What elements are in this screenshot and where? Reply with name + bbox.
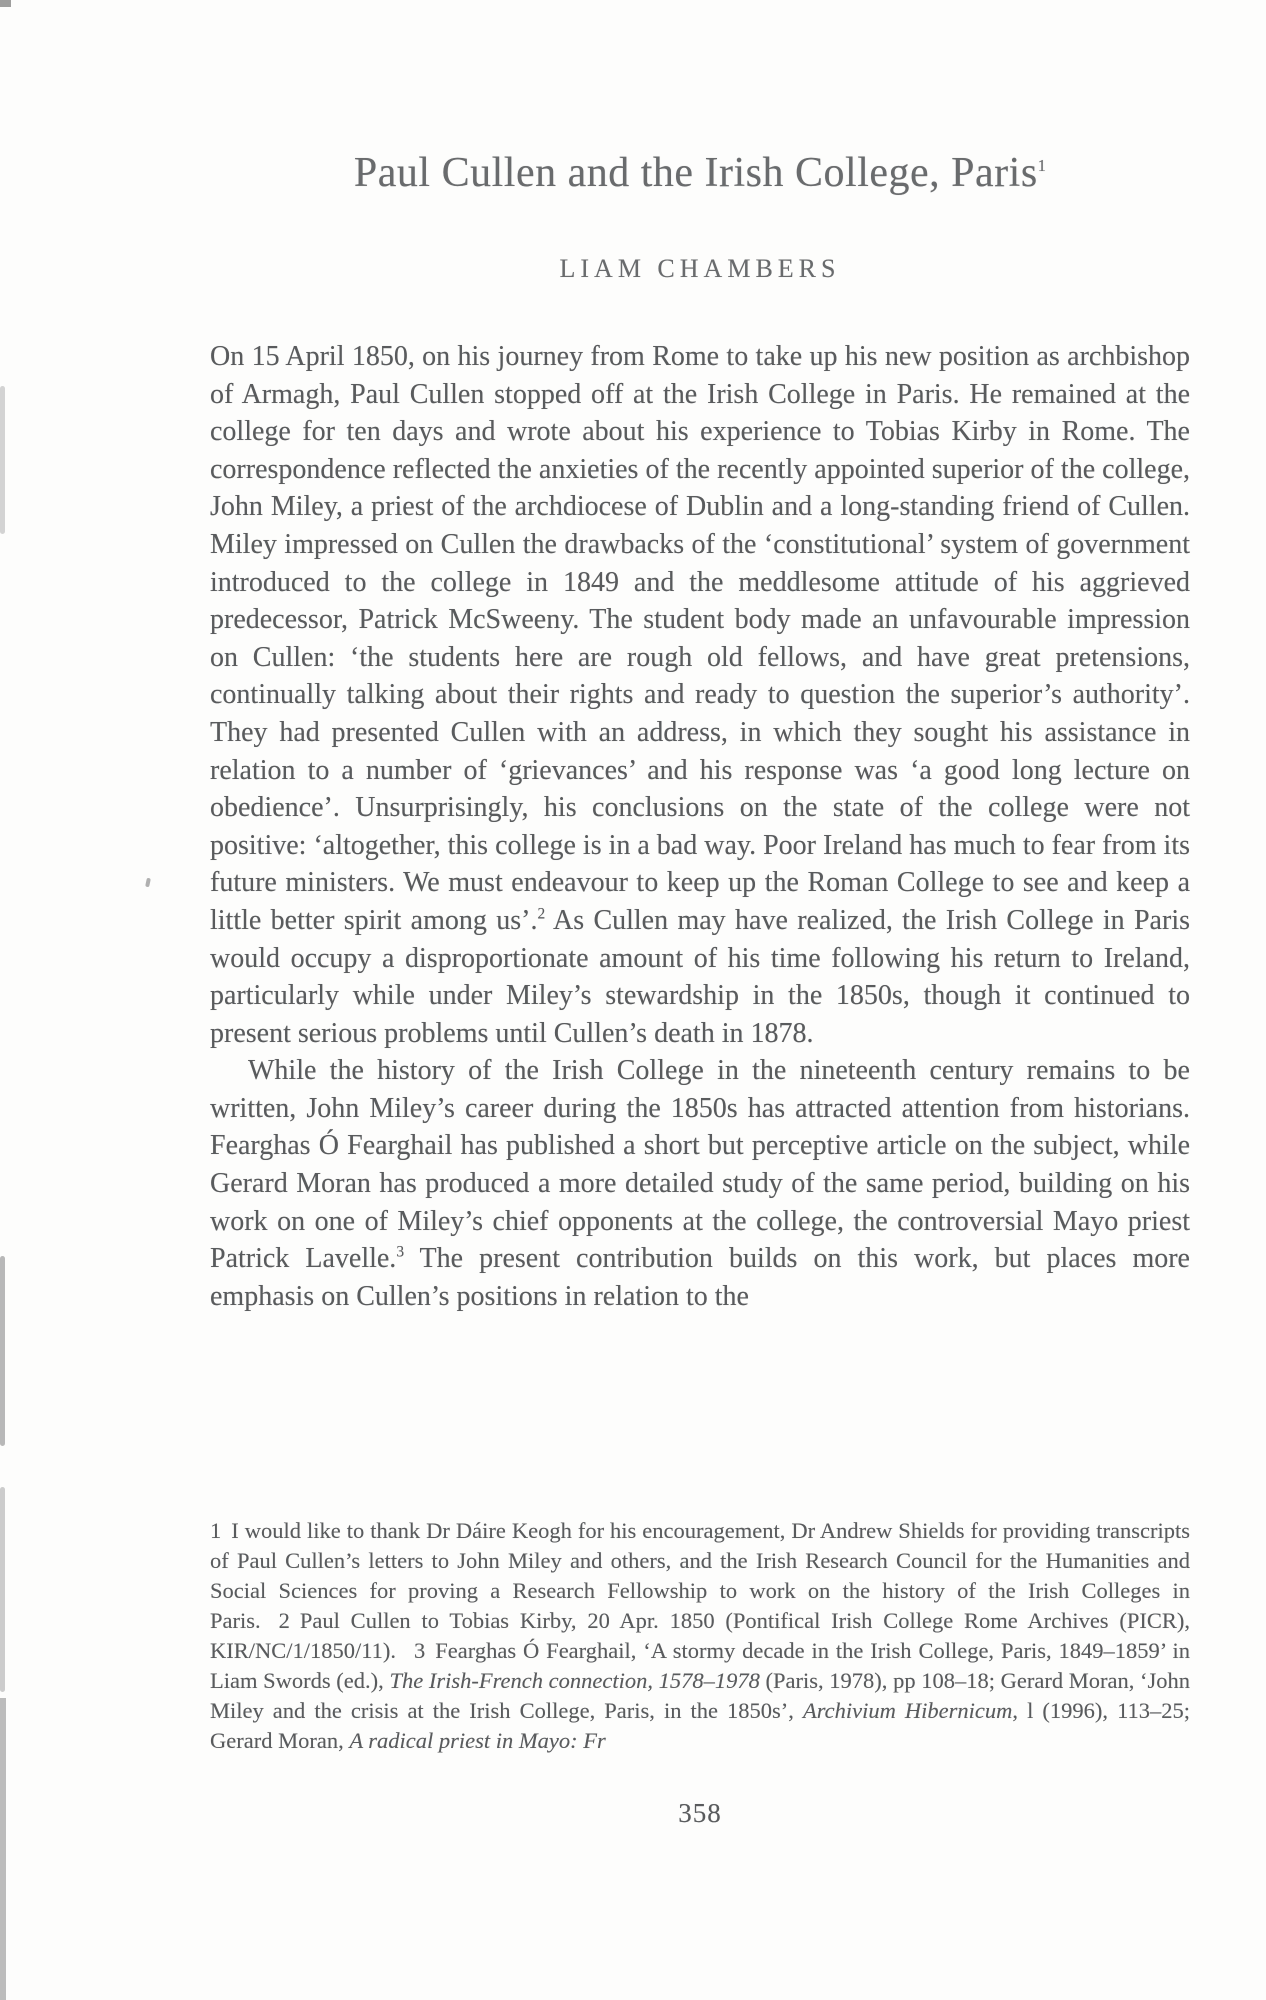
footnote-2-number: 2 — [278, 1608, 290, 1633]
footnote-3-text: Fearghas Ó Fearghail, ‘A stormy decade in the Irish College, Paris, 1849–1859’ in Liam Swords (ed.), — [210, 1638, 1190, 1693]
scan-artifact-left-edge — [0, 1487, 5, 1692]
scan-artifact-speck — [145, 878, 151, 888]
footnote-1-text: I would like to thank Dr Dáire Keogh for his encouragement, Dr Andrew Shields for providing transcripts of Paul Cullen’s letters to John Miley and others, and the Irish Research Council for the Humanities and Social Sciences for proving a Research Fellowship to work on the history of the Irish Colleges in Paris. — [210, 1518, 1190, 1633]
title-footnote-marker: 1 — [1037, 156, 1047, 175]
paragraph-1 — [210, 338, 1190, 1052]
footnote-1-number: 1 — [210, 1518, 222, 1543]
paragraph-2-text: While the history of the Irish College in the nineteenth century remains to be written, John Miley’s career during the 1850s has attracted attention from historians. Fearghas Ó Fearghail has published a short but perceptive article on the subject, while Gerard Moran has produced a more detailed study of the same period, building on his work on one of Miley’s chief opponents at the college, the controversial Mayo priest Patrick Lavelle. — [210, 1055, 1190, 1275]
footnote-3-book-title: The Irish-French connection, 1578–1978 — [389, 1668, 760, 1693]
footnote-3-text-cont2: , l (1996), 113–25; Gerard Moran, — [210, 1698, 1191, 1753]
paragraph-1-text-cont: As Cullen may have realized, the Irish College in Paris would occupy a disproportionate amount of his time following his return to Ireland, particularly while under Miley’s stewardship in the 1850s, though it continued to present serious problems until Cullen’s death in 1878. — [210, 904, 1190, 1049]
footnote-ref-3: 3 — [396, 1243, 405, 1261]
footnote-3-journal-title: Archivium Hibernicum — [802, 1698, 1013, 1723]
page-number: 358 — [678, 1798, 722, 1828]
scan-artifact-left-edge — [0, 1698, 6, 2000]
paragraph-1-text: On 15 April 1850, on his journey from Rome to take up his new position as archbishop of Armagh, Paul Cullen stopped off at the Irish College in Paris. He remained at the college for ten days and wrote about his experience to Tobias Kirby in Rome. The correspondence reflected the anxieties of the recently appointed superior of the college, John Miley, a priest of the archdiocese of Dublin and a long-standing friend of Cullen. Miley impressed on Cullen the drawbacks of the ‘constitutional’ system of government introduced to the college in 1849 and the meddlesome attitude of his aggrieved predecessor, Patrick McSweeny. The student body made an unfavourable impression on Cullen: ‘the students here are rough old fellows, and have great pretensions, continually talking about their rights and ready to question the superior’s authority’. They had presented Cullen with an address, in which they sought his assistance in relation to a number of ‘grievances’ and his response was ‘a good long lecture on obedience’. Unsurprisingly, his conclusions on the state of the college were not positive: ‘altogether, this college is in a bad way. Poor Ireland has much to fear from its future ministers. We must endeavour to keep up the Roman College to see and keep a little better spirit among us’. — [210, 341, 1190, 936]
author-name: LIAM CHAMBERS — [559, 254, 841, 283]
paragraph-2-text-cont: The present contribution builds on this work, but places more emphasis on Cullen’s positions in relation to the — [210, 1243, 1190, 1312]
scan-artifact-left-edge — [0, 1256, 5, 1446]
footnotes-block — [210, 1516, 1190, 1756]
page-title — [210, 150, 1190, 196]
scan-artifact-top-left — [0, 0, 11, 7]
footnote-3-text-cont: (Paris, 1978), pp 108–18; Gerard Moran, ‘John Miley and the crisis at the Irish College, Paris, in the 1850s’, — [210, 1668, 1190, 1723]
scan-artifact-left-edge — [0, 386, 5, 534]
footnote-ref-2: 2 — [537, 905, 546, 923]
footnote-3-number: 3 — [414, 1638, 426, 1663]
article-body — [210, 338, 1190, 1315]
title-text: Paul Cullen and the Irish College, Paris — [353, 150, 1038, 196]
footnote-3-book-title-2: A radical priest in Mayo: Fr — [349, 1728, 606, 1753]
paragraph-2 — [210, 1052, 1190, 1315]
footnote-2-text: Paul Cullen to Tobias Kirby, 20 Apr. 1850 (Pontifical Irish College Rome Archives (PICR), KIR/NC/1/1850/11). — [210, 1608, 1190, 1663]
